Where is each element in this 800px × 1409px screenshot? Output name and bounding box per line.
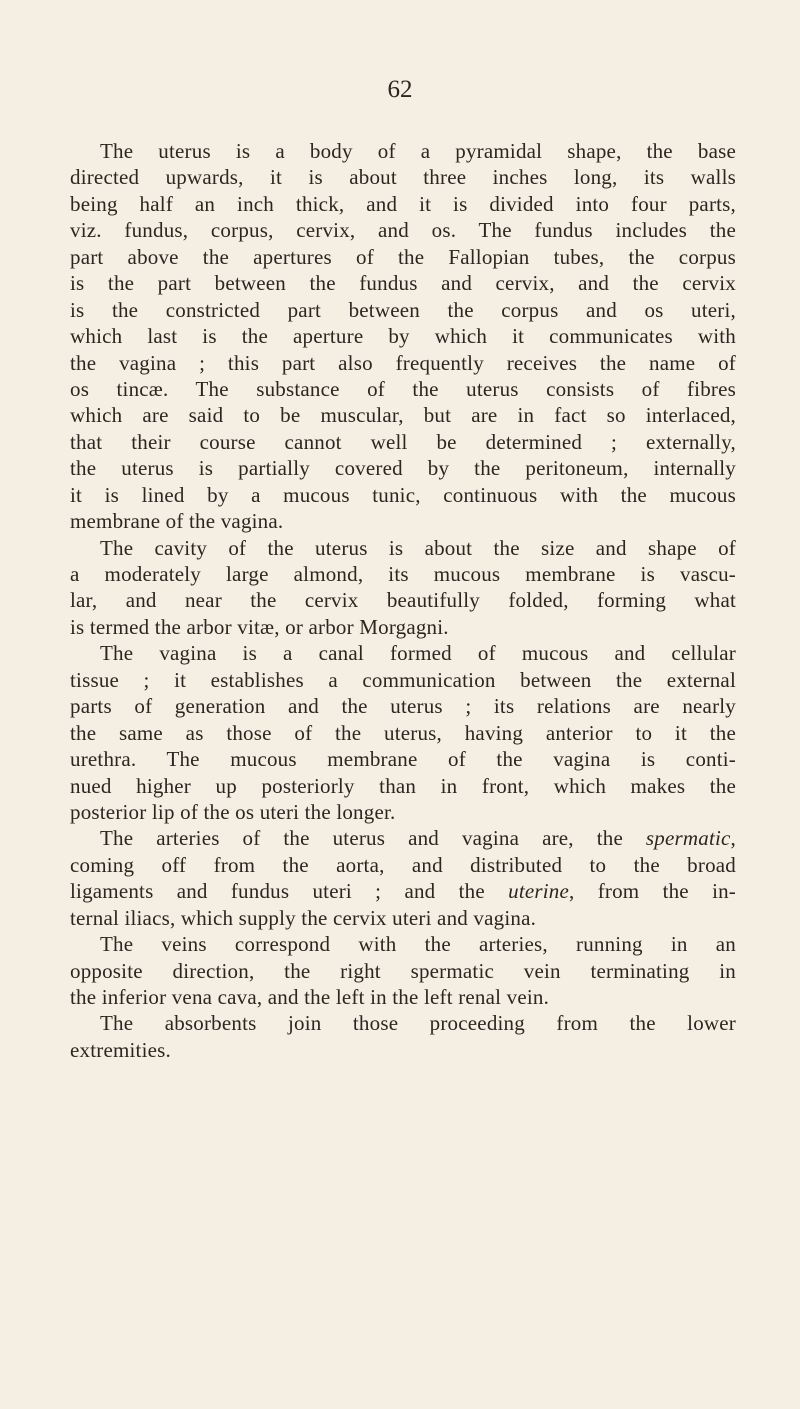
text-line — [70, 376, 736, 402]
text-segment: nued higher up posteriorly than in front, which makes the — [70, 773, 736, 798]
text-segment: , — [730, 826, 736, 851]
text-segment: is termed the arbor vitæ, or arbor Morgagni. — [70, 614, 449, 639]
text-segment: The arteries of the uterus and vagina are, the — [100, 826, 646, 851]
text-segment: urethra. The mucous membrane of the vagina is conti- — [70, 747, 736, 772]
text-line — [70, 799, 736, 825]
italic-term: spermatic — [645, 826, 731, 851]
text-segment: which last is the aperture by which it communicates with — [70, 324, 736, 349]
text-line — [70, 931, 736, 957]
text-line — [70, 1037, 736, 1063]
text-line — [70, 508, 736, 534]
text-segment: which are said to be muscular, but are in fact so interlaced, — [70, 403, 736, 428]
text-line — [70, 164, 736, 190]
text-line — [70, 693, 736, 719]
text-line — [70, 773, 736, 799]
text-line — [70, 667, 736, 693]
text-segment: parts of generation and the uterus ; its relations are nearly — [70, 694, 736, 719]
text-segment: it is lined by a mucous tunic, continuous with the mucous — [70, 482, 736, 507]
text-line — [70, 297, 736, 323]
text-line — [70, 429, 736, 455]
text-line — [70, 270, 736, 296]
text-segment: ligaments and fundus uteri ; and the — [70, 879, 509, 904]
text-segment: The cavity of the uterus is about the size and shape of — [100, 535, 736, 560]
text-segment: the uterus is partially covered by the peritoneum, internally — [70, 456, 736, 481]
text-segment: part above the apertures of the Fallopian tubes, the corpus — [70, 244, 736, 269]
text-line — [70, 482, 736, 508]
text-line — [70, 746, 736, 772]
text-segment: extremities. — [70, 1037, 171, 1062]
text-segment: the inferior vena cava, and the left in the left renal vein. — [70, 985, 550, 1009]
text-line — [70, 587, 736, 613]
text-segment: is the constricted part between the corpus and os uteri, — [70, 297, 736, 322]
text-segment: The absorbents join those proceeding from the lower — [100, 1011, 736, 1036]
text-line — [70, 535, 736, 561]
text-segment: The vagina is a canal formed of mucous and cellular — [100, 641, 736, 666]
text-segment: coming off from the aorta, and distributed to the broad — [70, 852, 736, 877]
text-segment: being half an inch thick, and it is divided into four parts, — [70, 191, 736, 216]
text-line — [70, 1010, 736, 1036]
text-segment: viz. fundus, corpus, cervix, and os. The fundus includes the — [70, 218, 736, 243]
text-segment: posterior lip of the os uteri the longer. — [70, 799, 396, 824]
text-segment: the vagina ; this part also frequently receives the name of — [70, 350, 736, 375]
text-line — [70, 958, 736, 984]
text-line — [70, 905, 736, 931]
text-line — [70, 350, 736, 376]
text-line — [70, 984, 736, 1010]
text-segment: The veins correspond with the arteries, running in an — [100, 932, 736, 957]
text-segment: the same as those of the uterus, having anterior to it the — [70, 720, 736, 745]
page-number: 62 — [387, 76, 413, 103]
text-segment: that their course cannot well be determined ; externally, — [70, 429, 736, 454]
text-segment: membrane of the vagina. — [70, 509, 284, 534]
text-line — [70, 640, 736, 666]
italic-term: uterine — [508, 879, 570, 904]
text-line — [70, 852, 736, 878]
text-segment: directed upwards, it is about three inches long, its walls — [70, 165, 736, 190]
body-text — [70, 138, 736, 1063]
text-line — [70, 138, 736, 164]
text-segment: os tincæ. The substance of the uterus consists of fibres — [70, 376, 736, 401]
text-line — [70, 244, 736, 270]
text-line — [70, 614, 736, 640]
text-line — [70, 878, 736, 904]
text-line — [70, 217, 736, 243]
text-segment: opposite direction, the right spermatic vein terminating in — [70, 958, 736, 983]
text-segment: , from the in- — [569, 879, 736, 904]
text-line — [70, 561, 736, 587]
text-line — [70, 825, 736, 851]
text-line — [70, 402, 736, 428]
text-segment: tissue ; it establishes a communication between the external — [70, 667, 736, 692]
text-segment: ternal iliacs, which supply the cervix uteri and vagina. — [70, 905, 537, 930]
text-segment: The uterus is a body of a pyramidal shape, the base — [100, 139, 736, 163]
text-line — [70, 720, 736, 746]
text-line — [70, 191, 736, 217]
text-segment: lar, and near the cervix beautifully folded, forming what — [70, 588, 736, 613]
text-segment: a moderately large almond, its mucous membrane is vascu- — [70, 562, 736, 586]
text-line — [70, 323, 736, 349]
text-segment: is the part between the fundus and cervix, and the cervix — [70, 271, 736, 296]
text-line — [70, 455, 736, 481]
